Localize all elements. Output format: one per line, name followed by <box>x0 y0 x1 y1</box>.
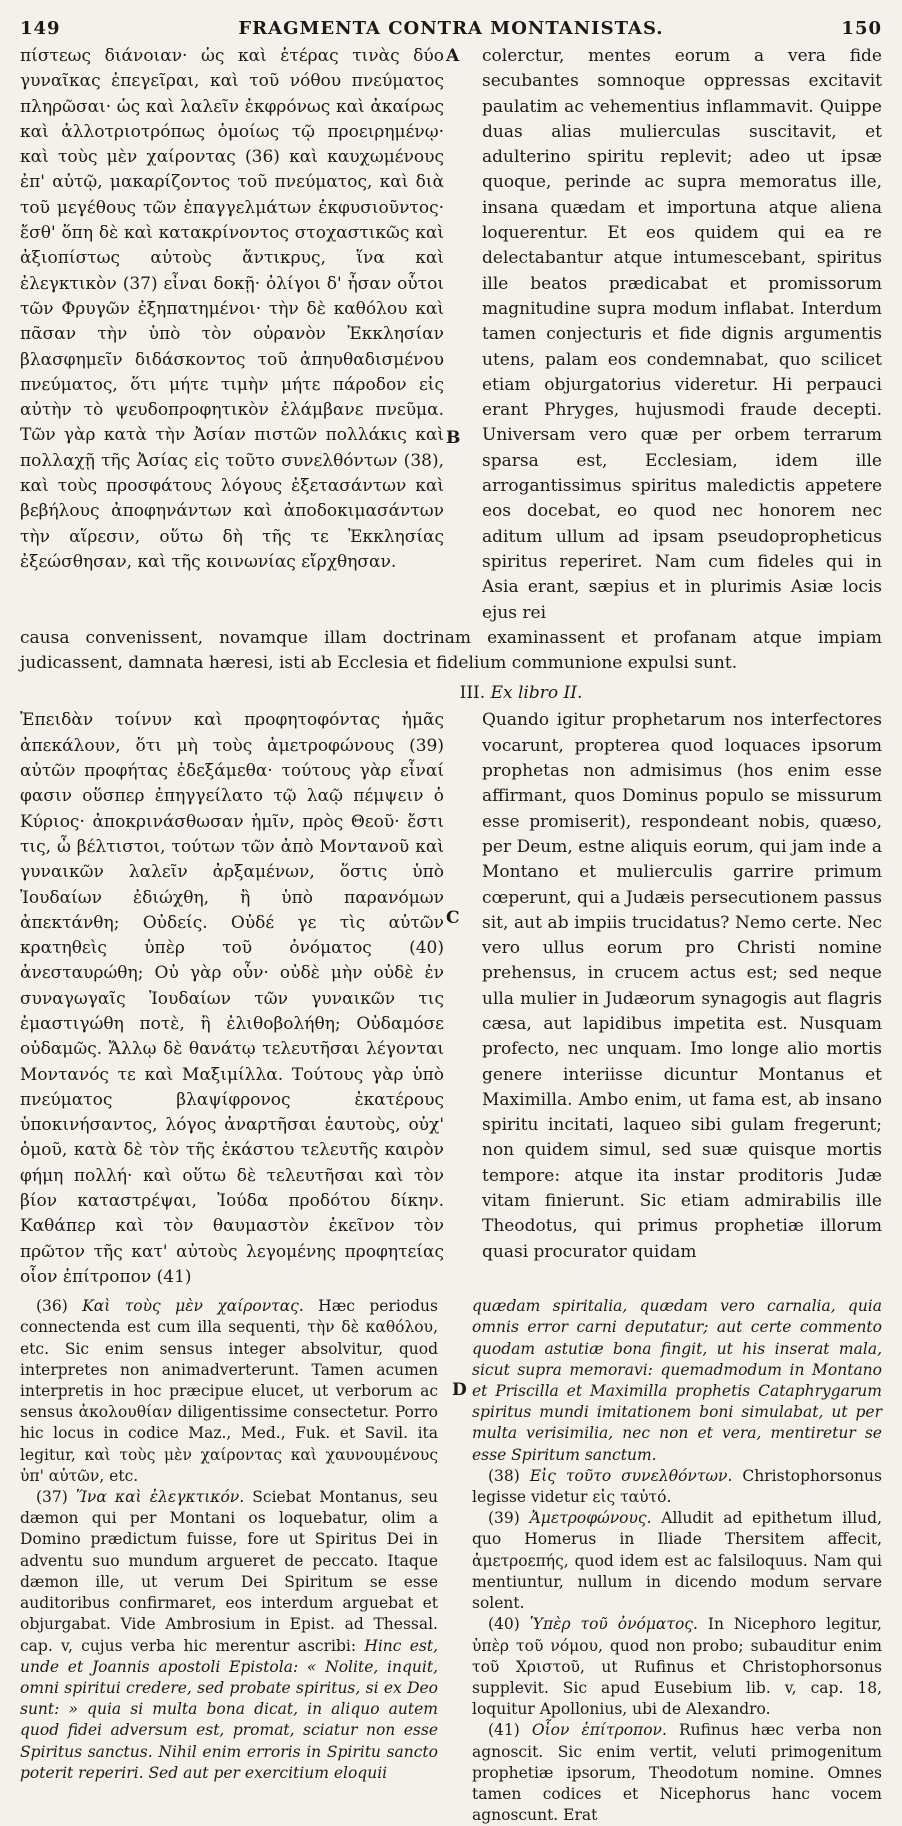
footnote-41 <box>472 1720 882 1826</box>
latin-text-middle: Quando igitur prophetarum nos interfectores vocarunt, propterea quod loquaces ipsorum prophetas non admisimus (hos enim esse affirmant, quos Dominus populo se missurum esse promiserit), respondeant nobis, quæso, per Deum, estne aliquis eorum, qui jam inde a Montano et mulierculis garrire primum cœperunt, qui a Judæis persecutionem passus sit, aut ab impiis trucidatus? Nemo certe. Nec vero ullus eorum pro Christi nomine prehensus, in crucem actus est; sed neque ulla mulier in Judæorum synagogis aut flagris cæsa, aut lapidibus impetita est. Nusquam profecto, nec unquam. Imo longe alio mortis genere interiisse dicuntur Montanus et Maximilla. Ambo enim, ut fama est, ab insano spiritu incitati, laqueo sibi gulam fregerunt; non quidem simul, sed suæ quisque mortis tempore: atque ita instar proditoris Judæ vitam finierunt. Sic etiam admirabilis ille Theodotus, qui primus prophetiæ illorum quasi procurator quidam <box>482 710 882 1262</box>
footnote-39-text: Alludit ad epithetum illud, quo Homerus in Iliade Thersitem affecit, ἀμετροεπής, quod idem est ac falsiloquus. Nam qui mentiuntur, nullum in dicendo modum servare solent. <box>472 1509 882 1613</box>
greek-text-top: πίστεως διάνοιαν· ὡς καὶ ἑτέρας τινὰς δύο γυναῖκας ἐπεγεῖραι, καὶ τοῦ νόθου πνεύματος πληρῶσαι· ὡς καὶ λαλεῖν ἐκφρόνως καὶ ἀκαίρως καὶ ἀλλοτριοτρόπως ὁμοίως τῷ προειρημένῳ· καὶ τοὺς μὲν χαίροντας (36) καὶ καυχωμένους ἐπ' αὐτῷ, μακαρίζοντος τοῦ πνεύματος, καὶ διὰ τοῦ μεγέθους τῶν ἐπαγγελμάτων ἐκφυσιοῦντος· ἔσθ' ὅπη δὲ καὶ κατακρίνοντος στοχαστικῶς καὶ ἀξιοπίστως αὐτοὺς ἄντικρυς, ἵνα καὶ ἐλεγκτικὸν (37) εἶναι δοκῇ· ὀλίγοι δ' ἦσαν οὗτοι τῶν Φρυγῶν ἐξηπατημένοι· τὴν δὲ καθόλου καὶ πᾶσαν τὴν ὑπὸ τὸν οὐρανὸν Ἐκκλησίαν βλασφημεῖν διδάσκοντος τοῦ ἀπηυθαδισμένου πνεύματος, ὅτι μήτε τιμὴν μήτε πάροδον εἰς αὐτὴν τὸ ψευδοπροφητικὸν ἐλάμβανε πνεῦμα. Τῶν γὰρ κατὰ τὴν Ἀσίαν πιστῶν πολλάκις καὶ πολλαχῇ τῆς Ἀσίας εἰς τοῦτο συνελθόντων (38), καὶ τοὺς προσφάτους λόγους ἐξετασάντων καὶ βεβήλους ἀποφηνάντων καὶ ἀποδοκιμασάντων τὴν αἵρεσιν, οὕτω δὴ τῆς τε Ἐκκλησίας ἐξεώσθησαν, καὶ τῆς κοινωνίας εἴρχθησαν. <box>20 46 444 572</box>
footnote-37-quote-continued: quædam spiritalia, quædam vero carnalia, quia omnis error carni deputatur; aut certe commento quodam astutiæ bona fingit, ut his inserat mala, sicut supra memoravi: quemadmodum in Montano et Priscilla et Maximilla prophetis Cataphrygarum spiritus mundi imitationem boni simulabat, ut per multa verisimilia, nec non et vera, mentiretur se esse Spiritum sanctum. <box>472 1297 882 1464</box>
greek-text-middle: Ἐπειδὰν τοίνυν καὶ προφητοφόντας ἡμᾶς ἀπεκάλουν, ὅτι μὴ τοὺς ἀμετροφώνους (39) αὐτῶν προφήτας ἐδεξάμεθα· τούτους γὰρ εἶναί φασιν οὕσπερ ἐπηγγείλατο τῷ λαῷ πέμψειν ὁ Κύριος· ἀποκρινάσθωσαν ἡμῖν, πρὸς Θεοῦ· ἔστι τις, ὦ βέλτιστοι, τούτων τῶν ἀπὸ Μοντανοῦ καὶ γυναικῶν λαλεῖν ἀρξαμένων, ὅστις ὑπὸ Ἰουδαίων ἐδιώχθη, ἢ ὑπὸ παρανόμων ἀπεκτάνθη; Οὐδείς. Οὐδέ γε τὶς αὐτῶν κρατηθεὶς ὑπὲρ τοῦ ὀνόματος (40) ἀνεσταυρώθη; Οὐ γὰρ οὖν· οὐδὲ μὴν οὐδὲ ἐν συναγωγαῖς Ἰουδαίων τῶν γυναικῶν τις ἐμαστιγώθη ποτὲ, ἢ ἐλιθοβολήθη; Οὐδαμόσε οὐδαμῶς. Ἄλλῳ δὲ θανάτῳ τελευτῆσαι λέγονται Μοντανός τε καὶ Μαξιμίλλα. Τούτους γὰρ ὑπὸ πνεύματος βλαψίφρονος ἑκατέρους ὑποκινήσαντος, λόγος ἀναρτῆσαι ἑαυτοὺς, οὐχ' ὁμοῦ, κατὰ δὲ τὸν τῆς ἑκάστου τελευτῆς καιρὸν φήμη πολλή· καὶ οὕτω δὲ τελευτῆσαι καὶ τὸν βίον καταστρέψαι, Ἰούδα προδότου δίκην. Καθάπερ καὶ τὸν θαυμαστὸν ἐκεῖνον τὸν πρῶτον τῆς κατ' αὐτοὺς λεγομένης προφητείας οἷον ἐπίτροπον (41) <box>20 710 444 1287</box>
margin-marker-a: A <box>446 46 460 66</box>
footnote-37-label: (37) <box>36 1488 68 1507</box>
footnote-37-text: Sciebat Montanus, seu dæmon qui per Montani os loquebatur, olim a Domino prædictum fuisse, fore ut Spiritus Dei in adventu suo mundum argueret de peccato. Itaque dæmon ille, ut verum Dei Spiritum se esse auditoribus confirmaret, eos interdum arguebat et objurgabat. Vide Ambrosium in Epist. ad Thessal. cap. v, cujus verba hic merentur ascribi: <box>20 1488 438 1655</box>
latin-column-top <box>482 44 882 626</box>
footnote-39 <box>472 1508 882 1614</box>
footnote-38-lemma: Εἰς τοῦτο συνελθόντων. <box>529 1466 733 1485</box>
latin-text-top-continuation: causa convenissent, novamque illam doctrinam examinassent et profanam atque impiam judicassent, damnata hæresi, isti ab Ecclesia et fidelium communione expulsi sunt. <box>20 627 882 674</box>
footnote-39-label: (39) <box>488 1509 520 1528</box>
footnotes <box>20 1296 882 1826</box>
footnote-38-label: (38) <box>488 1466 520 1485</box>
section-heading <box>20 680 882 706</box>
running-header <box>20 14 882 44</box>
footnote-36-label: (36) <box>36 1297 68 1316</box>
footnote-36-text: Hæc periodus connectenda est cum illa sequenti, τὴν δὲ καθόλου, etc. Sic enim sensus integer absolvitur, quod interpretes non animadverterunt. Tamen acumen interpretis in hoc præcipue elucet, ut verborum ac sensus ἀκολουθίαν diligentissime consectetur. Porro hic locus in codice Maz., Med., Fuk. et Savil. ita legitur, καὶ τοὺς μὲν χαίροντας καὶ χαυνουμένους ὑπ' αὐτῶν, etc. <box>20 1297 438 1485</box>
footnote-36-lemma: Καὶ τοὺς μὲν χαίροντας. <box>82 1297 304 1316</box>
footnote-41-label: (41) <box>488 1721 520 1740</box>
greek-column-top <box>20 44 444 626</box>
footnote-37-lemma: Ἵνα καὶ ἐλεγκτικόν. <box>75 1488 245 1507</box>
footnote-38-text: Christophorsonus legisse videtur εἰς ταὐτό. <box>472 1466 882 1507</box>
footnote-36 <box>20 1296 438 1487</box>
top-parallel-text <box>20 44 882 626</box>
footnote-40 <box>472 1614 882 1720</box>
latin-column-middle <box>482 708 882 1290</box>
margin-marker-d: D <box>452 1380 467 1401</box>
footnote-41-lemma: Οἷον ἐπίτροπον. <box>531 1721 667 1740</box>
footnote-40-label: (40) <box>488 1615 520 1634</box>
section-number: III. <box>459 683 486 704</box>
footnote-40-lemma: Ὑπὲρ τοῦ ὀνόματος. <box>529 1615 698 1634</box>
page-number-left: 149 <box>20 18 61 39</box>
page-number-right: 150 <box>841 18 882 39</box>
footnote-38 <box>472 1466 882 1508</box>
margin-marker-b: B <box>446 428 461 448</box>
footnote-39-lemma: Ἀμετροφώνους. <box>529 1509 652 1528</box>
latin-text-top: colerctur, mentes eorum a vera fide secubantes somnoque oppressas excitavit paulatim ac vehementius inflammavit. Quippe duas alias mulierculas suscitavit, et adulterino spiritu replevit; adeo ut ipsæ quoque, perinde ac supra memoratus ille, insana quædam et importuna atque aliena loquerentur. Et eos quidem qui ea re delectabantur atque intumescebant, spiritus ille beatos prædicabat et promissorum magnitudine supra modum inflabat. Interdum tamen conjecturis et fide dignis argumentis utens, palam eos condemnabat, quo scilicet etiam objurgatorius videretur. Hi perpauci erant Phryges, hujusmodi fraude decepti. Universam vero quæ per orbem terrarum sparsa est, Ecclesiam, idem ille arrogantissimus spiritus maledictis appetere eos docebat, eo quod nec honorem nec aditum ullum ad ipsam pseudopropheticus spiritus reperiret. Nam cum fideles qui in Asia erant, sæpius et in plurimis Asiæ locis ejus rei <box>482 46 882 623</box>
footnote-41-text: Rufinus hæc verba non agnoscit. Sic enim vertit, veluti primogenitum prophetiæ ipsorum, Theodotum nomine. Omnes tamen codices et Nicephorus hanc vocem agnoscunt. Erat <box>472 1721 882 1825</box>
section-title: Ex libro II. <box>490 683 583 704</box>
footnote-37 <box>20 1487 438 1784</box>
margin-marker-c: C <box>446 908 460 929</box>
footnote-37-quote: Hinc est, unde et Joannis apostoli Epistola: « Nolite, inquit, omni spiritui credere, sed probate spiritus, si ex Deo sunt: » quia si multa bona dicat, in aliquo autem quod fidei adversum est, promat, sciatur non esse Spiritus sanctus. Nihil enim erroris in Spiritu sancto poterit reperiri. Sed aut per exercitium eloquii <box>20 1636 439 1782</box>
footnote-40-text: In Nicephoro legitur, ὑπὲρ τοῦ νόμου, quod non probo; subauditur enim τοῦ Χριστοῦ, ut Rufinus et Christophorsonus supplevit. Sic apud Eusebium lib. v, cap. 18, loquitur Apollonius, ubi de Alexandro. <box>472 1615 882 1719</box>
footnotes-left <box>20 1296 438 1826</box>
running-title: FRAGMENTA CONTRA MONTANISTAS. <box>238 18 664 39</box>
greek-column-middle <box>20 708 444 1290</box>
middle-parallel-text <box>20 708 882 1290</box>
footnotes-right <box>472 1296 882 1826</box>
